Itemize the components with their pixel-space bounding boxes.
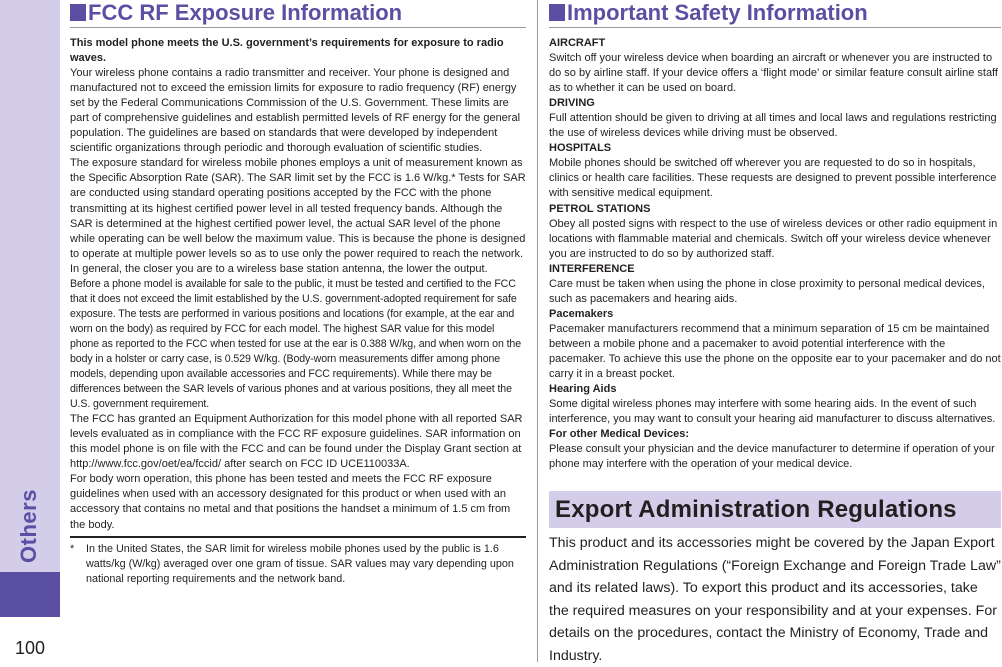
fcc-heading-text: FCC RF Exposure Information (88, 0, 403, 25)
safety-item-text: Care must be taken when using the phone in close proximity to personal medical devices, such as pacemakers and hearing aids. (549, 277, 985, 305)
page-number: 100 (14, 638, 46, 658)
safety-item-text: Mobile phones should be switched off wherever you are requested to do so in hospitals, clinics or health care facilities. These requests are designed to prevent possible interference with sensitive medical equipment. (549, 157, 997, 200)
safety-item-title: For other Medical Devices: (549, 428, 689, 441)
footnote-rule (70, 536, 526, 538)
fcc-paragraph-4: The FCC has granted an Equipment Authorization for this model phone with all reported SAR levels evaluated as in compliance with the FCC RF exposure guidelines. SAR information on this model phone is on file with the FCC and can be found under the Display Grant section at http://www.fcc.gov/oet/ea/fccid/ after search on FCC ID UCE110033A. (70, 413, 523, 471)
footnote (70, 542, 526, 587)
safety-section (549, 0, 1001, 667)
safety-item-title: DRIVING (549, 97, 595, 110)
safety-heading (549, 0, 1001, 28)
fcc-paragraph-1: Your wireless phone contains a radio transmitter and receiver. Your phone is designed and manufactured not to exceed the emission limits for exposure to radio frequency (RF) energy set by the Federal Communications Commission of the U.S. Government. These limits are part of comprehensive guidelines and establish permitted levels of RF energy for the general population. The guidelines are based on standards that were developed by independent scientific organizations through periodic and thorough evaluation of scientific studies. (70, 67, 521, 155)
fcc-body (70, 36, 526, 533)
safety-item-text: Switch off your wireless device when boarding an aircraft or whenever you are instructed to do so by airline staff. If your device offers a ‘flight mode’ or similar feature consult airline staff as to whether it can be used on board. (549, 52, 998, 95)
export-heading-box (549, 491, 1001, 528)
section-tab-band (0, 0, 60, 572)
section-tab-marker (0, 572, 60, 617)
fcc-paragraph-2: The exposure standard for wireless mobile phones employs a unit of measurement known as the Specific Absorption Rate (SAR). The SAR limit set by the FCC is 1.6 W/kg.* Tests for SAR are conducted using standard operating positions accepted by the FCC with the phone transmitting at its highest certified power level in all tested frequency bands. Although the SAR is determined at the highest certified power level, the actual SAR level of the phone while operating can be well below the maximum value. This is because the phone is designed to operate at multiple power levels so as to use only the power required to reach the network. In general, the closer you are to a wireless base station antenna, the lower the output. (70, 157, 526, 275)
safety-heading-text: Important Safety Information (567, 0, 868, 25)
footnote-mark: * (70, 542, 75, 555)
export-heading: Export Administration Regulations (555, 495, 957, 523)
section-tab (0, 488, 59, 563)
export-text: This product and its accessories might be covered by the Japan Export Administration Regulations (“Foreign Exchange and Foreign Trade Law” and its related laws). To export this product and its accessories, take the required measures on your responsibility and at your expenses. For details on the procedures, contact the Ministry of Economy, Trade and Industry. (549, 535, 1001, 664)
fcc-section (70, 0, 526, 587)
fcc-heading (70, 0, 526, 28)
safety-item-text: Some digital wireless phones may interfere with some hearing aids. In the event of such interference, you may want to consult your hearing aid manufacturer to discuss alternatives. (549, 398, 996, 426)
section-tab-label: Others (16, 488, 42, 563)
fcc-intro: This model phone meets the U.S. government’s requirements for exposure to radio waves. (70, 37, 504, 65)
safety-body (549, 36, 1001, 472)
sidebar (0, 0, 60, 662)
safety-item-text: Obey all posted signs with respect to the use of wireless devices or other radio equipment in locations with flammable material and chemicals. Switch off your wireless device whenever you are instructed to do so by authorized staff. (549, 217, 998, 260)
safety-item-title: PETROL STATIONS (549, 202, 651, 215)
safety-item-title: INTERFERENCE (549, 262, 635, 275)
safety-item-text: Pacemaker manufacturers recommend that a minimum separation of 15 cm be maintained between a mobile phone and a pacemaker to avoid potential interference with the pacemaker. To achieve this use the phone on the opposite ear to your pacemaker and do not carry it in a breast pocket. (549, 322, 1001, 381)
square-bullet-icon (549, 4, 565, 21)
column-divider (537, 0, 538, 662)
footnote-text: In the United States, the SAR limit for wireless mobile phones used by the public is 1.6 watts/kg (W/kg) averaged over one gram of tissue. SAR values may vary depending upon national reporting requirements and the network band. (86, 542, 514, 585)
fcc-paragraph-3: Before a phone model is available for sale to the public, it must be tested and certified to the FCC that it does not exceed the limit established by the U.S. government-adopted requirement for safe exposure. The tests are performed in various positions and locations (for example, at the ear and worn on the body) as required by FCC for each model. The highest SAR value for this model phone as reported to the FCC when tested for use at the ear is 0.388 W/kg, and when worn on the body in a holster or carry case, is 0.529 W/kg. (Body-worn measurements differ among phone models, depending upon available accessories and FCC requirements). While there may be differences between the SAR levels of various phones and at various positions, they all meet the U.S. government requirement. (70, 277, 522, 411)
safety-item-text: Please consult your physician and the device manufacturer to determine if operation of your phone may interfere with the operation of your medical device. (549, 443, 995, 471)
safety-item-title: Pacemakers (549, 307, 614, 320)
safety-item-title: HOSPITALS (549, 142, 612, 155)
safety-item-text: Full attention should be given to driving at all times and local laws and regulations restricting the use of wireless devices while driving must be observed. (549, 112, 997, 140)
safety-item-title: Hearing Aids (549, 383, 617, 396)
square-bullet-icon (70, 4, 86, 21)
fcc-paragraph-5: For body worn operation, this phone has been tested and meets the FCC RF exposure guidelines when used with an accessory designated for this product or when used with an accessory that contains no metal and that positions the handset a minimum of 1.5 cm from the body. (70, 473, 511, 531)
safety-item-title: AIRCRAFT (549, 37, 606, 49)
